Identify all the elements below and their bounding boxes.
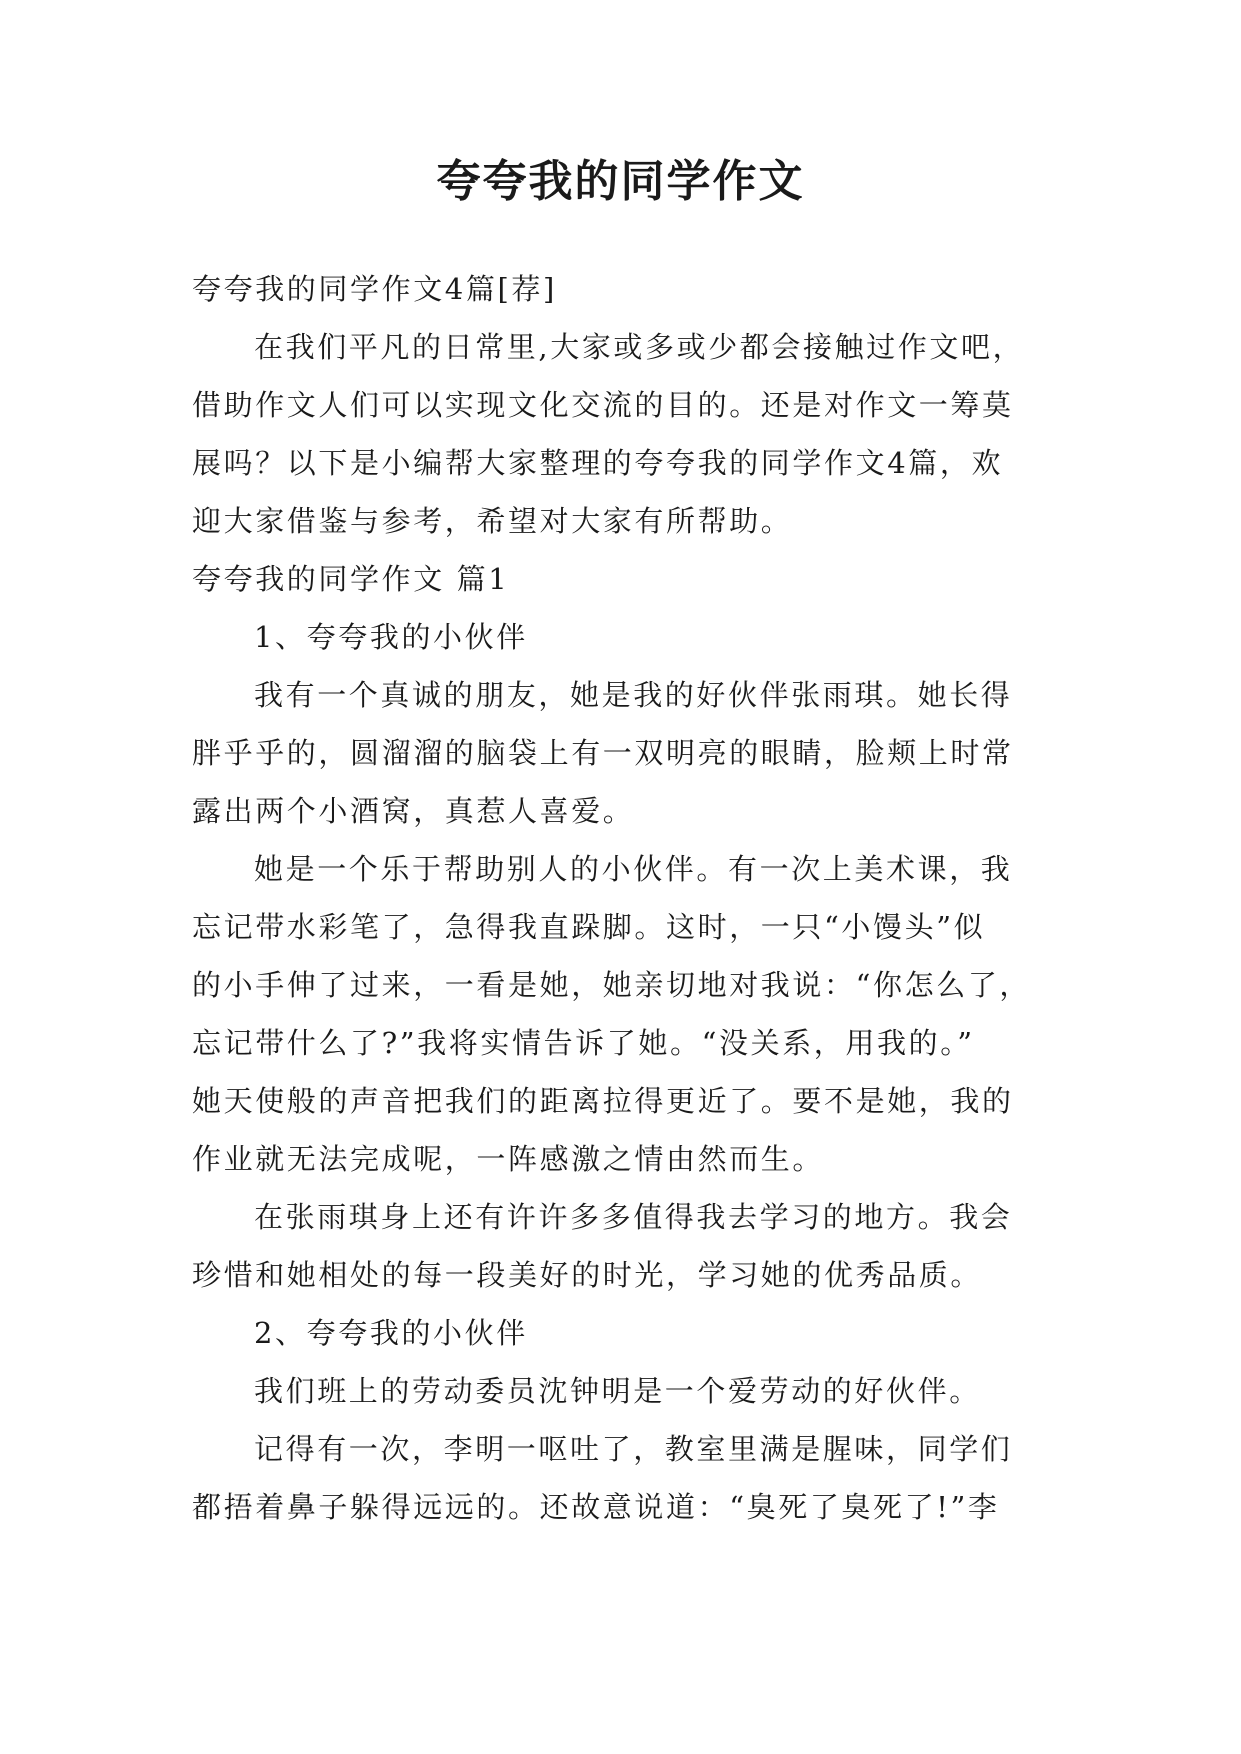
text-line: 我有一个真诚的朋友，她是我的好伙伴张雨琪。她长得 [254,678,1013,712]
text-line: 露出两个小酒窝，真惹人喜爱。 [192,794,635,828]
text-line: 忘记带水彩笔了，急得我直跺脚。这时，一只“小馒头”似 [192,910,986,944]
text-line: 在张雨琪身上还有许许多多值得我去学习的地方。我会 [254,1200,1013,1234]
text-line: 在我们平凡的日常里,大家或多或少都会接触过作文吧， [254,330,1025,364]
text-line: 珍惜和她相处的每一段美好的时光，学习她的优秀品质。 [192,1258,983,1292]
text-line: 她是一个乐于帮助别人的小伙伴。有一次上美术课，我 [254,852,1013,886]
text-line: 1、夸夸我的小伙伴 [254,620,528,654]
text-line: 2、夸夸我的小伙伴 [254,1316,528,1350]
document-body [192,260,1060,1536]
document-title: 夸夸我的同学作文 [436,156,805,207]
text-line: 我们班上的劳动委员沈钟明是一个爱劳动的好伙伴。 [254,1374,981,1408]
text-line: 借助作文人们可以实现文化交流的目的。还是对作文一筹莫 [192,388,1014,422]
text-line: 夸夸我的同学作文4篇[荐] [192,272,557,306]
text-line: 展吗？以下是小编帮大家整理的夸夸我的同学作文4篇，欢 [192,446,1004,480]
text-line: 她天使般的声音把我们的距离拉得更近了。要不是她，我的 [192,1084,1014,1118]
text-line: 夸夸我的同学作文 篇1 [192,562,510,596]
text-line: 忘记带什么了?”我将实情告诉了她。“没关系，用我的。” [192,1026,975,1060]
text-line: 作业就无法完成呢，一阵感激之情由然而生。 [192,1142,825,1176]
text-line: 胖乎乎的，圆溜溜的脑袋上有一双明亮的眼睛，脸颊上时常 [192,736,1014,770]
text-line: 都捂着鼻子躲得远远的。还故意说道：“臭死了臭死了!”李 [192,1490,1000,1524]
text-line: 记得有一次，李明一呕吐了，教室里满是腥味，同学们 [254,1432,1013,1466]
text-line: 的小手伸了过来，一看是她，她亲切地对我说：“你怎么了， [192,968,1032,1002]
text-line: 迎大家借鉴与参考，希望对大家有所帮助。 [192,504,793,538]
